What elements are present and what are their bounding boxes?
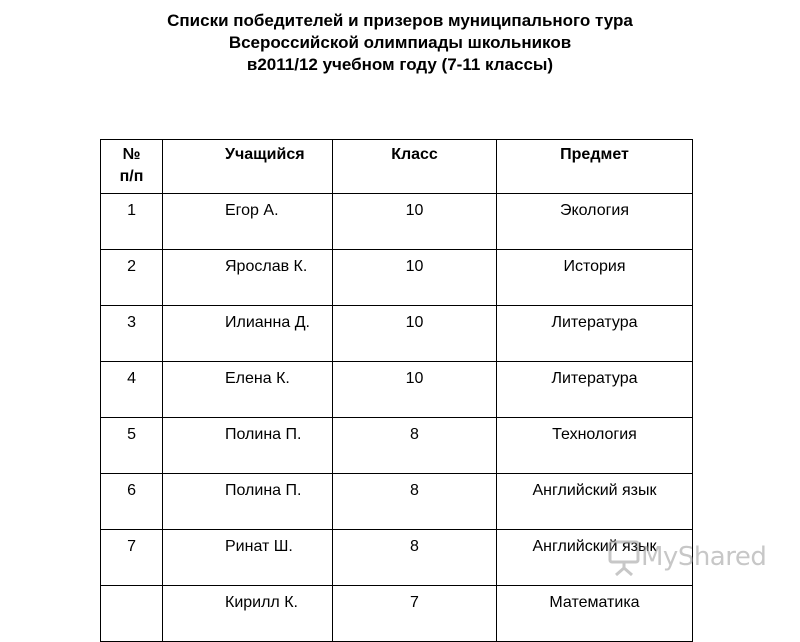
cell-subject: Экология — [497, 194, 693, 250]
table-row — [101, 418, 693, 474]
cell-number: 7 — [101, 530, 163, 586]
table-row — [101, 530, 693, 586]
winners-table — [100, 139, 693, 642]
cell-subject: Математика — [497, 586, 693, 642]
cell-grade: 10 — [333, 306, 497, 362]
cell-student: Полина П. — [163, 418, 333, 474]
header-number — [101, 140, 163, 194]
header-number-line-2: п/п — [119, 168, 144, 185]
table-row — [101, 586, 693, 642]
table-row — [101, 194, 693, 250]
table-row — [101, 306, 693, 362]
cell-student: Илианна Д. — [163, 306, 333, 362]
cell-number: 5 — [101, 418, 163, 474]
cell-grade: 8 — [333, 418, 497, 474]
header-grade: Класс — [333, 140, 497, 194]
cell-subject: Технология — [497, 418, 693, 474]
cell-student: Ринат Ш. — [163, 530, 333, 586]
cell-subject: Литература — [497, 362, 693, 418]
table-row — [101, 362, 693, 418]
title-line-2: Всероссийской олимпиады школьников — [228, 33, 572, 52]
cell-subject: Литература — [497, 306, 693, 362]
cell-number: 2 — [101, 250, 163, 306]
cell-number: 4 — [101, 362, 163, 418]
cell-grade: 10 — [333, 194, 497, 250]
document-title — [0, 10, 800, 76]
table-row — [101, 474, 693, 530]
header-student: Учащийся — [163, 140, 333, 194]
table-row — [101, 250, 693, 306]
cell-grade: 8 — [333, 474, 497, 530]
header-number-line-1: № — [122, 146, 141, 163]
title-line-1: Списки победителей и призеров муниципального тура — [167, 11, 633, 30]
cell-grade: 10 — [333, 250, 497, 306]
cell-grade: 10 — [333, 362, 497, 418]
cell-student: Ярослав К. — [163, 250, 333, 306]
table-header-row — [101, 140, 693, 194]
cell-student: Егор А. — [163, 194, 333, 250]
cell-number: 3 — [101, 306, 163, 362]
cell-student: Кирилл К. — [163, 586, 333, 642]
cell-number — [101, 586, 163, 642]
cell-subject: История — [497, 250, 693, 306]
cell-student: Елена К. — [163, 362, 333, 418]
myshared-watermark — [607, 537, 766, 577]
cell-student: Полина П. — [163, 474, 333, 530]
cell-grade: 8 — [333, 530, 497, 586]
cell-grade: 7 — [333, 586, 497, 642]
header-subject: Предмет — [497, 140, 693, 194]
cell-subject: Английский язык — [497, 530, 693, 586]
presentation-board-icon — [607, 538, 641, 576]
title-line-3: в2011/12 учебном году (7-11 классы) — [246, 55, 554, 74]
cell-subject: Английский язык — [497, 474, 693, 530]
cell-number: 1 — [101, 194, 163, 250]
cell-number: 6 — [101, 474, 163, 530]
watermark-text: MyShared — [641, 542, 767, 572]
